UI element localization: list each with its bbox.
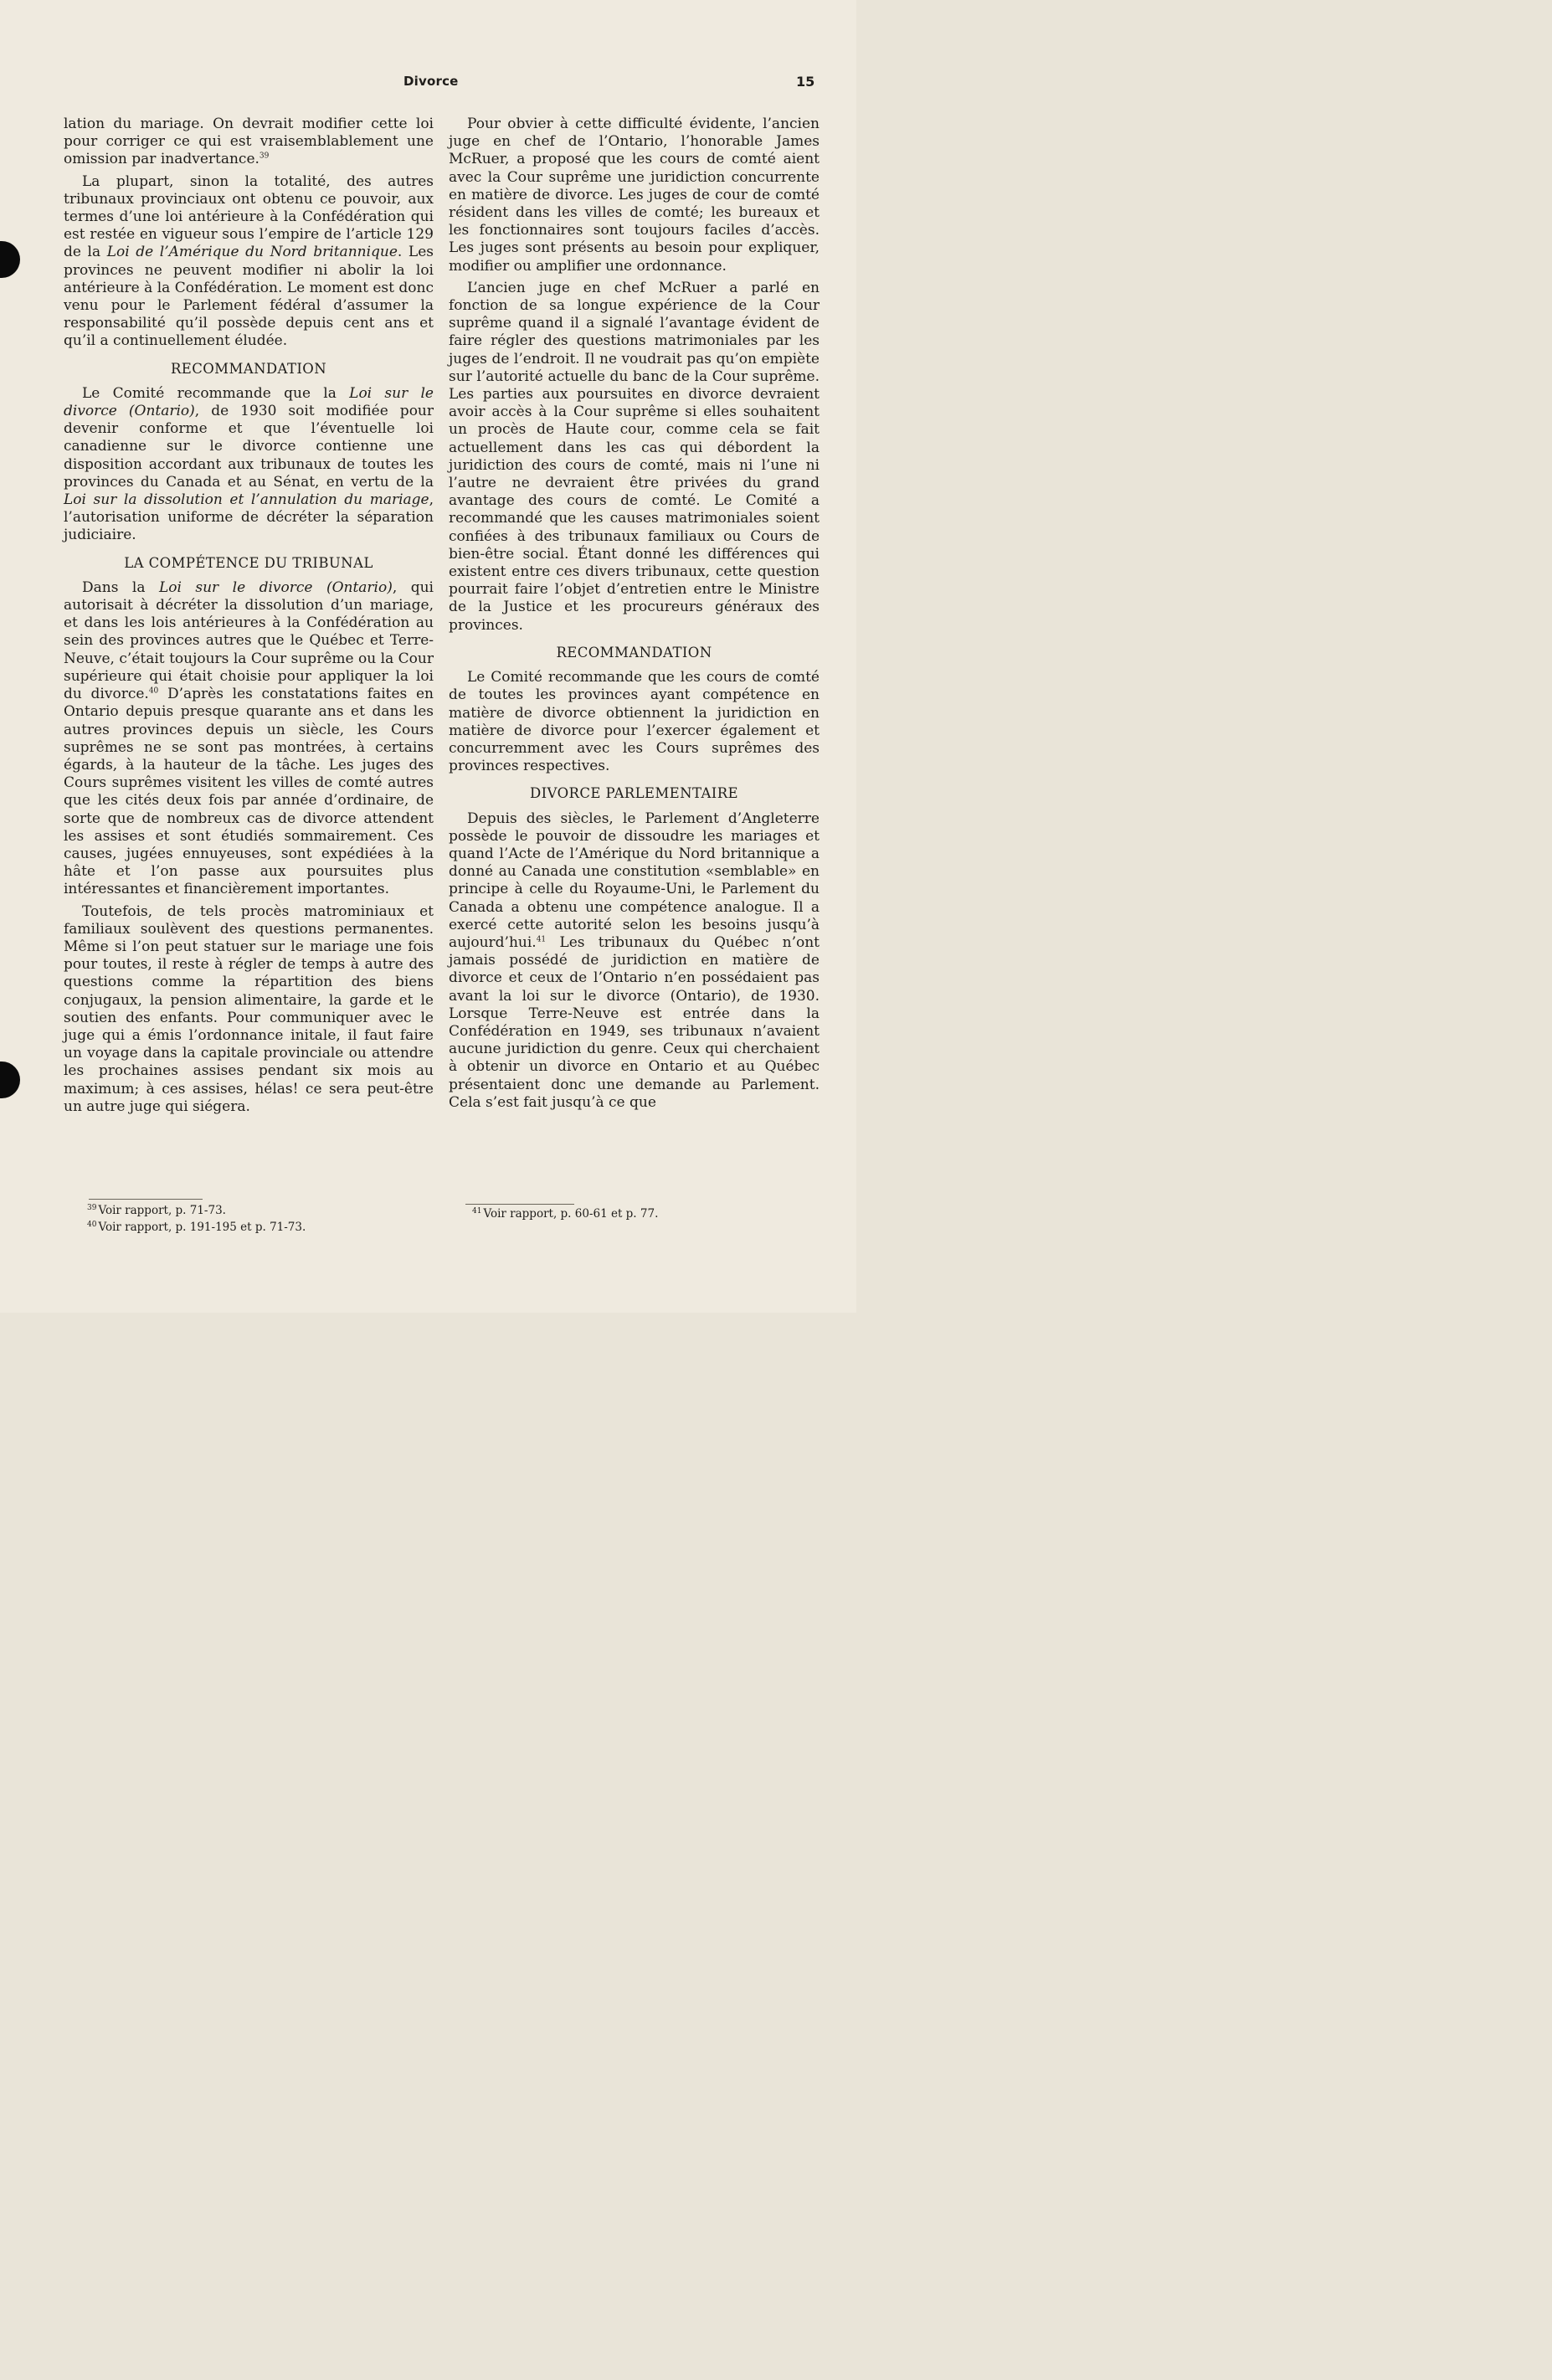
binder-hole <box>0 1061 20 1098</box>
paragraph: Le Comité recommande que les cours de comté de toutes les provinces ayant compétence en matière de divorce obtiennent la juridiction en matière de divorce pour l’exercer également et concurremment avec les Cours suprêmes des provinces respectives. <box>449 669 820 775</box>
footnote-ref[interactable]: 40 <box>148 686 159 696</box>
footnotes-right <box>472 1205 807 1222</box>
paragraph: La plupart, sinon la totalité, des autres tribunaux provinciaux ont obtenu ce pouvoir, aux termes d’une loi antérieure à la Confédération qui est restée en vigueur sous l’empire de l’article 129 de la Loi de l’Amérique du Nord britannique. Les provinces ne peuvent modifier ni abolir la loi antérieure à la Confédération. Le moment est donc venu pour le Parlement fédéral d’assumer la responsabilité qu’il possède depuis cent ans et qu’il a continuellement éludée. <box>64 172 434 350</box>
section-heading: RECOMMANDATION <box>170 360 327 377</box>
footnote-divider <box>465 1204 574 1205</box>
paragraph: lation du mariage. On devrait modifier cette loi pour corriger ce qui est vraisemblablement une omission par inadvertance.$^{39}$ <box>64 116 434 168</box>
footnote: $^{39}$ Voir rapport, p. 71-73. <box>87 1203 226 1217</box>
paragraph: Toutefois, de tels procès matrominiaux et familiaux soulèvent des questions permanentes. Même si l’on peut statuer sur le mariage une fois pour toutes, il reste à régler de temps à autre des questions comme la répartition des biens conjugaux, la pension alimentaire, la garde et le soutien des enfants. Pour communiquer avec le juge qui a émis l’ordonnance initale, il faut faire un voyage dans la capitale provinciale ou attendre les prochaines assises pendant six mois au maximum; à ces assises, hélas! ce sera peut-être un autre juge qui siégera. <box>64 902 434 1115</box>
document-page <box>0 0 856 1313</box>
paragraph: Depuis des siècles, le Parlement d’Angleterre possède le pouvoir de dissoudre les mariages et quand l’Acte de l’Amérique du Nord britannique a donné au Canada une constitution «semblable» en principe à celle du Royaume-Uni, le Parlement du Canada a obtenu une compétence analogue. Il a exercé cette autorité selon les besoins jusqu’à aujourd’hui.$^{41}$ Les tribunaux du Québec n’ont jamais possédé de juridiction en matière de divorce et ceux de l’Ontario n’en possédaient pas avant la loi sur le divorce (Ontario), de 1930. Lorsque Terre-Neuve est entrée dans la Confédération en 1949, ses tribunaux n’avaient aucune juridiction du genre. Ceux qui cherchaient à obtenir un divorce en Ontario et au Québec présentaient donc une demande au Parlement. Cela s’est fait jusqu’à ce que <box>449 810 820 1111</box>
footnotes-left <box>87 1202 422 1236</box>
right-column <box>449 116 820 1116</box>
footnote: $^{41}$ Voir rapport, p. 60-61 et p. 77. <box>472 1206 659 1221</box>
paragraph: L’ancien juge en chef McRuer a parlé en fonction de sa longue expérience de la Cour suprême quand il a signalé l’avantage évident de faire régler des questions matrimoniales par les juges de l’endroit. Il ne voudrait pas qu’on empiète sur l’autorité actuelle du banc de la Cour suprême. Les parties aux poursuites en divorce devraient avoir accès à la Cour suprême si elles souhaitent un procès de Haute cour, comme cela se fait actuellement dans les cas qui débordent la juridiction des cours de comté, mais ni l’une ni l’autre ne devraient être privées du grand avantage des cours de comté. Le Comité a recommandé que les causes matrimoniales soient confiées à des tribunaux familiaux ou Cours de bien-être social. Étant donné les différences qui existent entre ces divers tribunaux, cette question pourrait faire l’objet d’entretien entre le Ministre de la Justice et les procureurs généraux des provinces. <box>449 279 820 634</box>
section-heading: RECOMMANDATION <box>556 644 712 661</box>
footnote-divider <box>89 1199 203 1200</box>
footnote-ref[interactable]: 41 <box>536 935 547 944</box>
footnote-ref[interactable]: 39 <box>259 152 270 161</box>
page-number: 15 <box>796 74 815 90</box>
left-column <box>64 116 434 1120</box>
running-title: Divorce <box>403 74 459 89</box>
paragraph: Pour obvier à cette difficulté évidente, l’ancien juge en chef de l’Ontario, l’honorable James McRuer, a proposé que les cours de comté aient avec la Cour suprême une juridiction concurrente en matière de divorce. Les juges de cour de comté résident dans les villes de comté; les bureaux et les fonctionnaires sont toujours faciles d’accès. Les juges sont présents au besoin pour expliquer, modifier ou amplifier une ordonnance. <box>449 116 820 275</box>
section-heading: LA COMPÉTENCE DU TRIBUNAL <box>124 554 373 571</box>
section-heading: DIVORCE PARLEMENTAIRE <box>530 785 738 802</box>
page-header <box>0 74 856 94</box>
paragraph: Le Comité recommande que la Loi sur le divorce (Ontario), de 1930 soit modifiée pour devenir conforme et que l’éventuelle loi canadienne sur le divorce contienne une disposition accordant aux tribunaux de toutes les provinces du Canada et au Sénat, en vertu de la Loi sur la dissolution et l’annulation du mariage, l’autorisation uniforme de décréter la séparation judiciaire. <box>64 384 434 544</box>
footnote: $^{40}$ Voir rapport, p. 191-195 et p. 71-73. <box>87 1220 306 1234</box>
binder-hole <box>0 241 20 278</box>
paragraph: Dans la Loi sur le divorce (Ontario), qui autorisait à décréter la dissolution d’un mariage, et dans les lois antérieures à la Confédération au sein des provinces autres que le Québec et Terre-Neuve, c’était toujours la Cour suprême ou la Cour supérieure qui était choisie pour appliquer la loi du divorce.$^{40}$ D’après les constatations faites en Ontario depuis presque quarante ans et dans les autres provinces depuis un siècle, les Cours suprêmes ne se sont pas montrées, à certains égards, à la hauteur de la tâche. Les juges des Cours suprêmes visitent les villes de comté autres que les cités deux fois par année d’ordinaire, de sorte que de nombreux cas de divorce attendent les assises et sont étudiés sommairement. Ces causes, jugées ennuyeuses, sont expédiées à la hâte et l’on passe aux poursuites plus intéressantes et financièrement importantes. <box>64 578 434 898</box>
